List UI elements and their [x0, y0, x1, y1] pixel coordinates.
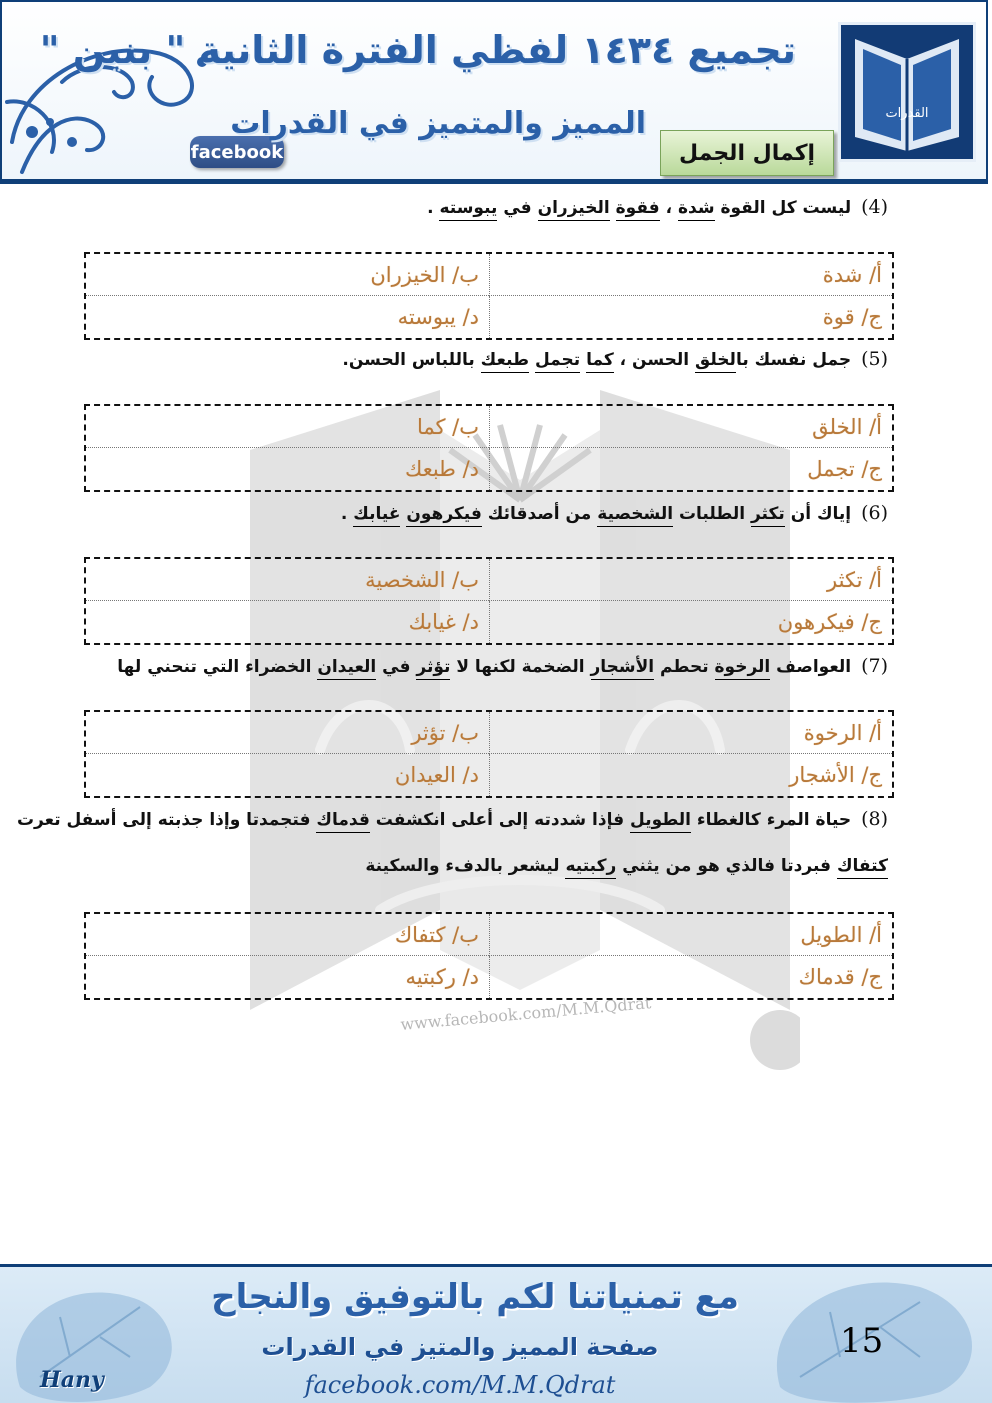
question-text: إياك أن [784, 504, 852, 524]
question-number: (4) [861, 196, 888, 218]
page-number: 15 [840, 1321, 884, 1361]
question-text: الطلبات [673, 504, 751, 524]
page-title: تجميع ١٤٣٤ لفظي الفترة الثانية " بنين " [39, 28, 796, 72]
question-text: فتجمدتا وإذا جذبته إلى أسفل تعرت [16, 810, 317, 830]
underlined-word: الشخصية [597, 504, 673, 527]
underlined-word: الرخوة [715, 657, 771, 680]
book-logo [838, 22, 976, 162]
footer-facebook-link[interactable]: facebook.com/M.M.Qdrat [304, 1371, 616, 1399]
option-b[interactable]: ب/ الخيزران [86, 254, 489, 296]
question-7 [117, 655, 888, 677]
question-4 [427, 196, 888, 218]
option-d[interactable]: د/ غيابك [408, 610, 479, 634]
options-table [84, 404, 894, 492]
options-table [84, 557, 894, 645]
option-a[interactable]: أ/ الخلق [489, 406, 892, 448]
question-text: العواصف [770, 657, 852, 677]
question-6 [341, 502, 888, 524]
question-8-line-2 [365, 856, 888, 876]
option-d[interactable]: د/ يبوسته [397, 305, 479, 329]
option-b[interactable]: ب/ تؤثر [86, 712, 489, 754]
option-c[interactable]: ج/ الأشجار [489, 754, 892, 796]
underlined-word: الأشجار [591, 657, 655, 680]
question-5 [342, 348, 888, 370]
question-text: في [376, 657, 417, 677]
watermark-url: www.facebook.com/M.M.Qdrat [399, 993, 652, 1034]
question-8 [17, 808, 888, 830]
underlined-word: تجمل [535, 350, 580, 373]
option-b[interactable]: ب/ الشخصية [86, 559, 489, 601]
question-number: (8) [861, 808, 888, 830]
underlined-word: تؤثر [416, 657, 450, 680]
page-subtitle: المميز والمتميز في القدرات [230, 106, 646, 141]
underlined-word: كما [586, 350, 614, 373]
option-a[interactable]: أ/ الرخوة [489, 712, 892, 754]
designer-logo: Hany [40, 1367, 104, 1393]
section-label: إكمال الجمل [660, 130, 834, 176]
underlined-word: طبعك [481, 350, 529, 373]
question-text: ، [659, 198, 678, 218]
question-text: فبردتا فالذي هو من يثني [616, 856, 837, 876]
question-text: الخضراء التي تنحني لها [117, 657, 318, 677]
underlined-word: العيدان [317, 657, 376, 680]
underlined-word: يبوسته [439, 198, 497, 221]
question-text: حياة المرء كالغطاء [691, 810, 852, 830]
option-c[interactable]: ج/ تجمل [489, 448, 892, 490]
book-logo-icon [841, 25, 973, 159]
question-text: باللباس الحسن. [342, 350, 481, 370]
question-text: الحسن ، [613, 350, 696, 370]
option-c[interactable]: ج/ قوة [489, 296, 892, 338]
option-c[interactable]: ج/ قدماك [489, 956, 892, 998]
option-a[interactable]: أ/ الطويل [489, 914, 892, 956]
underlined-word: ركبتيه [565, 856, 616, 879]
question-text: جمل نفسك با [735, 350, 852, 370]
question-text: فإذا شددته إلى أعلى انكشفت [369, 810, 631, 830]
underlined-word: شدة [678, 198, 715, 221]
question-text: . [340, 504, 354, 524]
options-table [84, 912, 894, 1000]
underlined-word: غيابك [353, 504, 400, 527]
underlined-word: الخيزران [538, 198, 610, 221]
option-c[interactable]: ج/ فيكرهون [489, 601, 892, 643]
option-b[interactable]: ب/ كما [86, 406, 489, 448]
logo-caption: القدرات [885, 106, 929, 121]
question-number: (7) [861, 655, 888, 677]
page-footer [0, 1264, 992, 1403]
underlined-word: فقوة [616, 198, 660, 221]
underlined-word: كتفاك [837, 856, 888, 879]
question-text: في [497, 198, 538, 218]
underlined-word: تكثر [751, 504, 785, 527]
option-d[interactable]: د/ طبعك [405, 457, 479, 481]
option-a[interactable]: أ/ تكثر [489, 559, 892, 601]
option-d[interactable]: د/ ركبتيه [405, 965, 479, 989]
question-text: من أصدقائك [481, 504, 598, 524]
question-text: الضخمة لكنها لا [450, 657, 591, 677]
footer-wishes: مع تمنياتنا لكم بالتوفيق والنجاح [211, 1277, 739, 1317]
underlined-word: فيكرهون [406, 504, 482, 527]
question-number: (5) [861, 348, 888, 370]
underlined-word: الطويل [630, 810, 691, 833]
question-text: ليست كل القوة [714, 198, 852, 218]
question-text [610, 198, 616, 218]
footer-page-name: صفحة المميز والمتيز في القدرات [261, 1333, 659, 1361]
facebook-badge: facebook [190, 136, 284, 168]
question-text: ليشعر بالدفء والسكينة [365, 856, 566, 876]
question-text: . [427, 198, 440, 218]
page-header [0, 0, 988, 184]
options-table [84, 252, 894, 340]
question-number: (6) [861, 502, 888, 524]
option-b[interactable]: ب/ كتفاك [86, 914, 489, 956]
underlined-word: لخلق [695, 350, 736, 373]
question-text: تحطم [654, 657, 715, 677]
options-table [84, 710, 894, 798]
underlined-word: قدماك [316, 810, 369, 833]
option-d[interactable]: د/ العيدان [394, 763, 479, 787]
option-a[interactable]: أ/ شدة [489, 254, 892, 296]
